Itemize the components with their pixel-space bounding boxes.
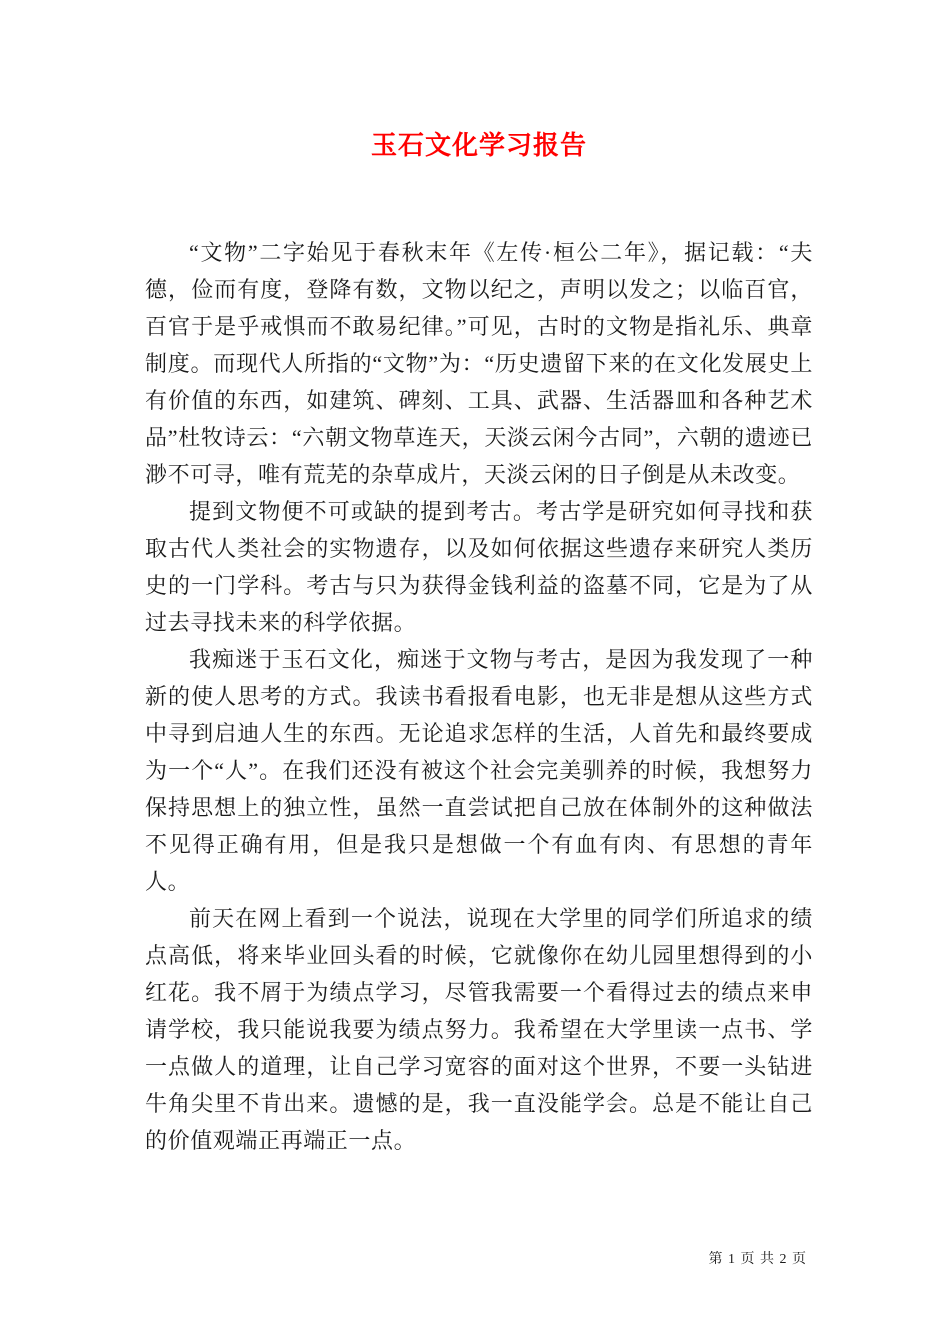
paragraph-1: “文物”二字始见于春秋末年《左传·桓公二年》，据记载：“夫德，俭而有度，登降有数，文物以纪之，声明以发之；以临百官，百官于是乎戒惧而不敢易纪律。”可见，古时的文物是指礼乐、典章制度。而现代人所指的“文物”为：“历史遗留下来的在文化发展史上有价值的东西，如建筑、碑刻、工具、武器、生活器皿和各种艺术品”杜牧诗云：“六朝文物草连天，天淡云闲今古同”，六朝的遗迹已渺不可寻，唯有荒芜的杂草成片，天淡云闲的日子倒是从未改变。 xyxy=(145,240,813,487)
paragraph-3: 我痴迷于玉石文化，痴迷于文物与考古，是因为我发现了一种新的使人思考的方式。我读书看报看电影，也无非是想从这些方式中寻到启迪人生的东西。无论追求怎样的生活，人首先和最终要成为一个“人”。在我们还没有被这个社会完美驯养的时候，我想努力保持思想上的独立性，虽然一直尝试把自己放在体制外的这种做法不见得正确有用，但是我只是想做一个有血有肉、有思想的青年人。 xyxy=(145,647,813,894)
paragraph-2: 提到文物便不可或缺的提到考古。考古学是研究如何寻找和获取古代人类社会的实物遗存，以及如何依据这些遗存来研究人类历史的一门学科。考古与只为获得金钱利益的盗墓不同，它是为了从过去寻找未来的科学依据。 xyxy=(145,499,813,635)
paragraph-4: 前天在网上看到一个说法，说现在大学里的同学们所追求的绩点高低，将来毕业回头看的时候，它就像你在幼儿园里想得到的小红花。我不屑于为绩点学习，尽管我需要一个看得过去的绩点来申请学校，我只能说我要为绩点努力。我希望在大学里读一点书、学一点做人的道理，让自己学习宽容的面对这个世界，不要一头钻进牛角尖里不肯出来。遗憾的是，我一直没能学会。总是不能让自己的价值观端正再端正一点。 xyxy=(145,906,813,1153)
page-number-footer: 第 1 页 共 2 页 xyxy=(708,1252,807,1267)
document-body xyxy=(145,234,813,1159)
document-title: 玉石文化学习报告 xyxy=(370,131,587,160)
